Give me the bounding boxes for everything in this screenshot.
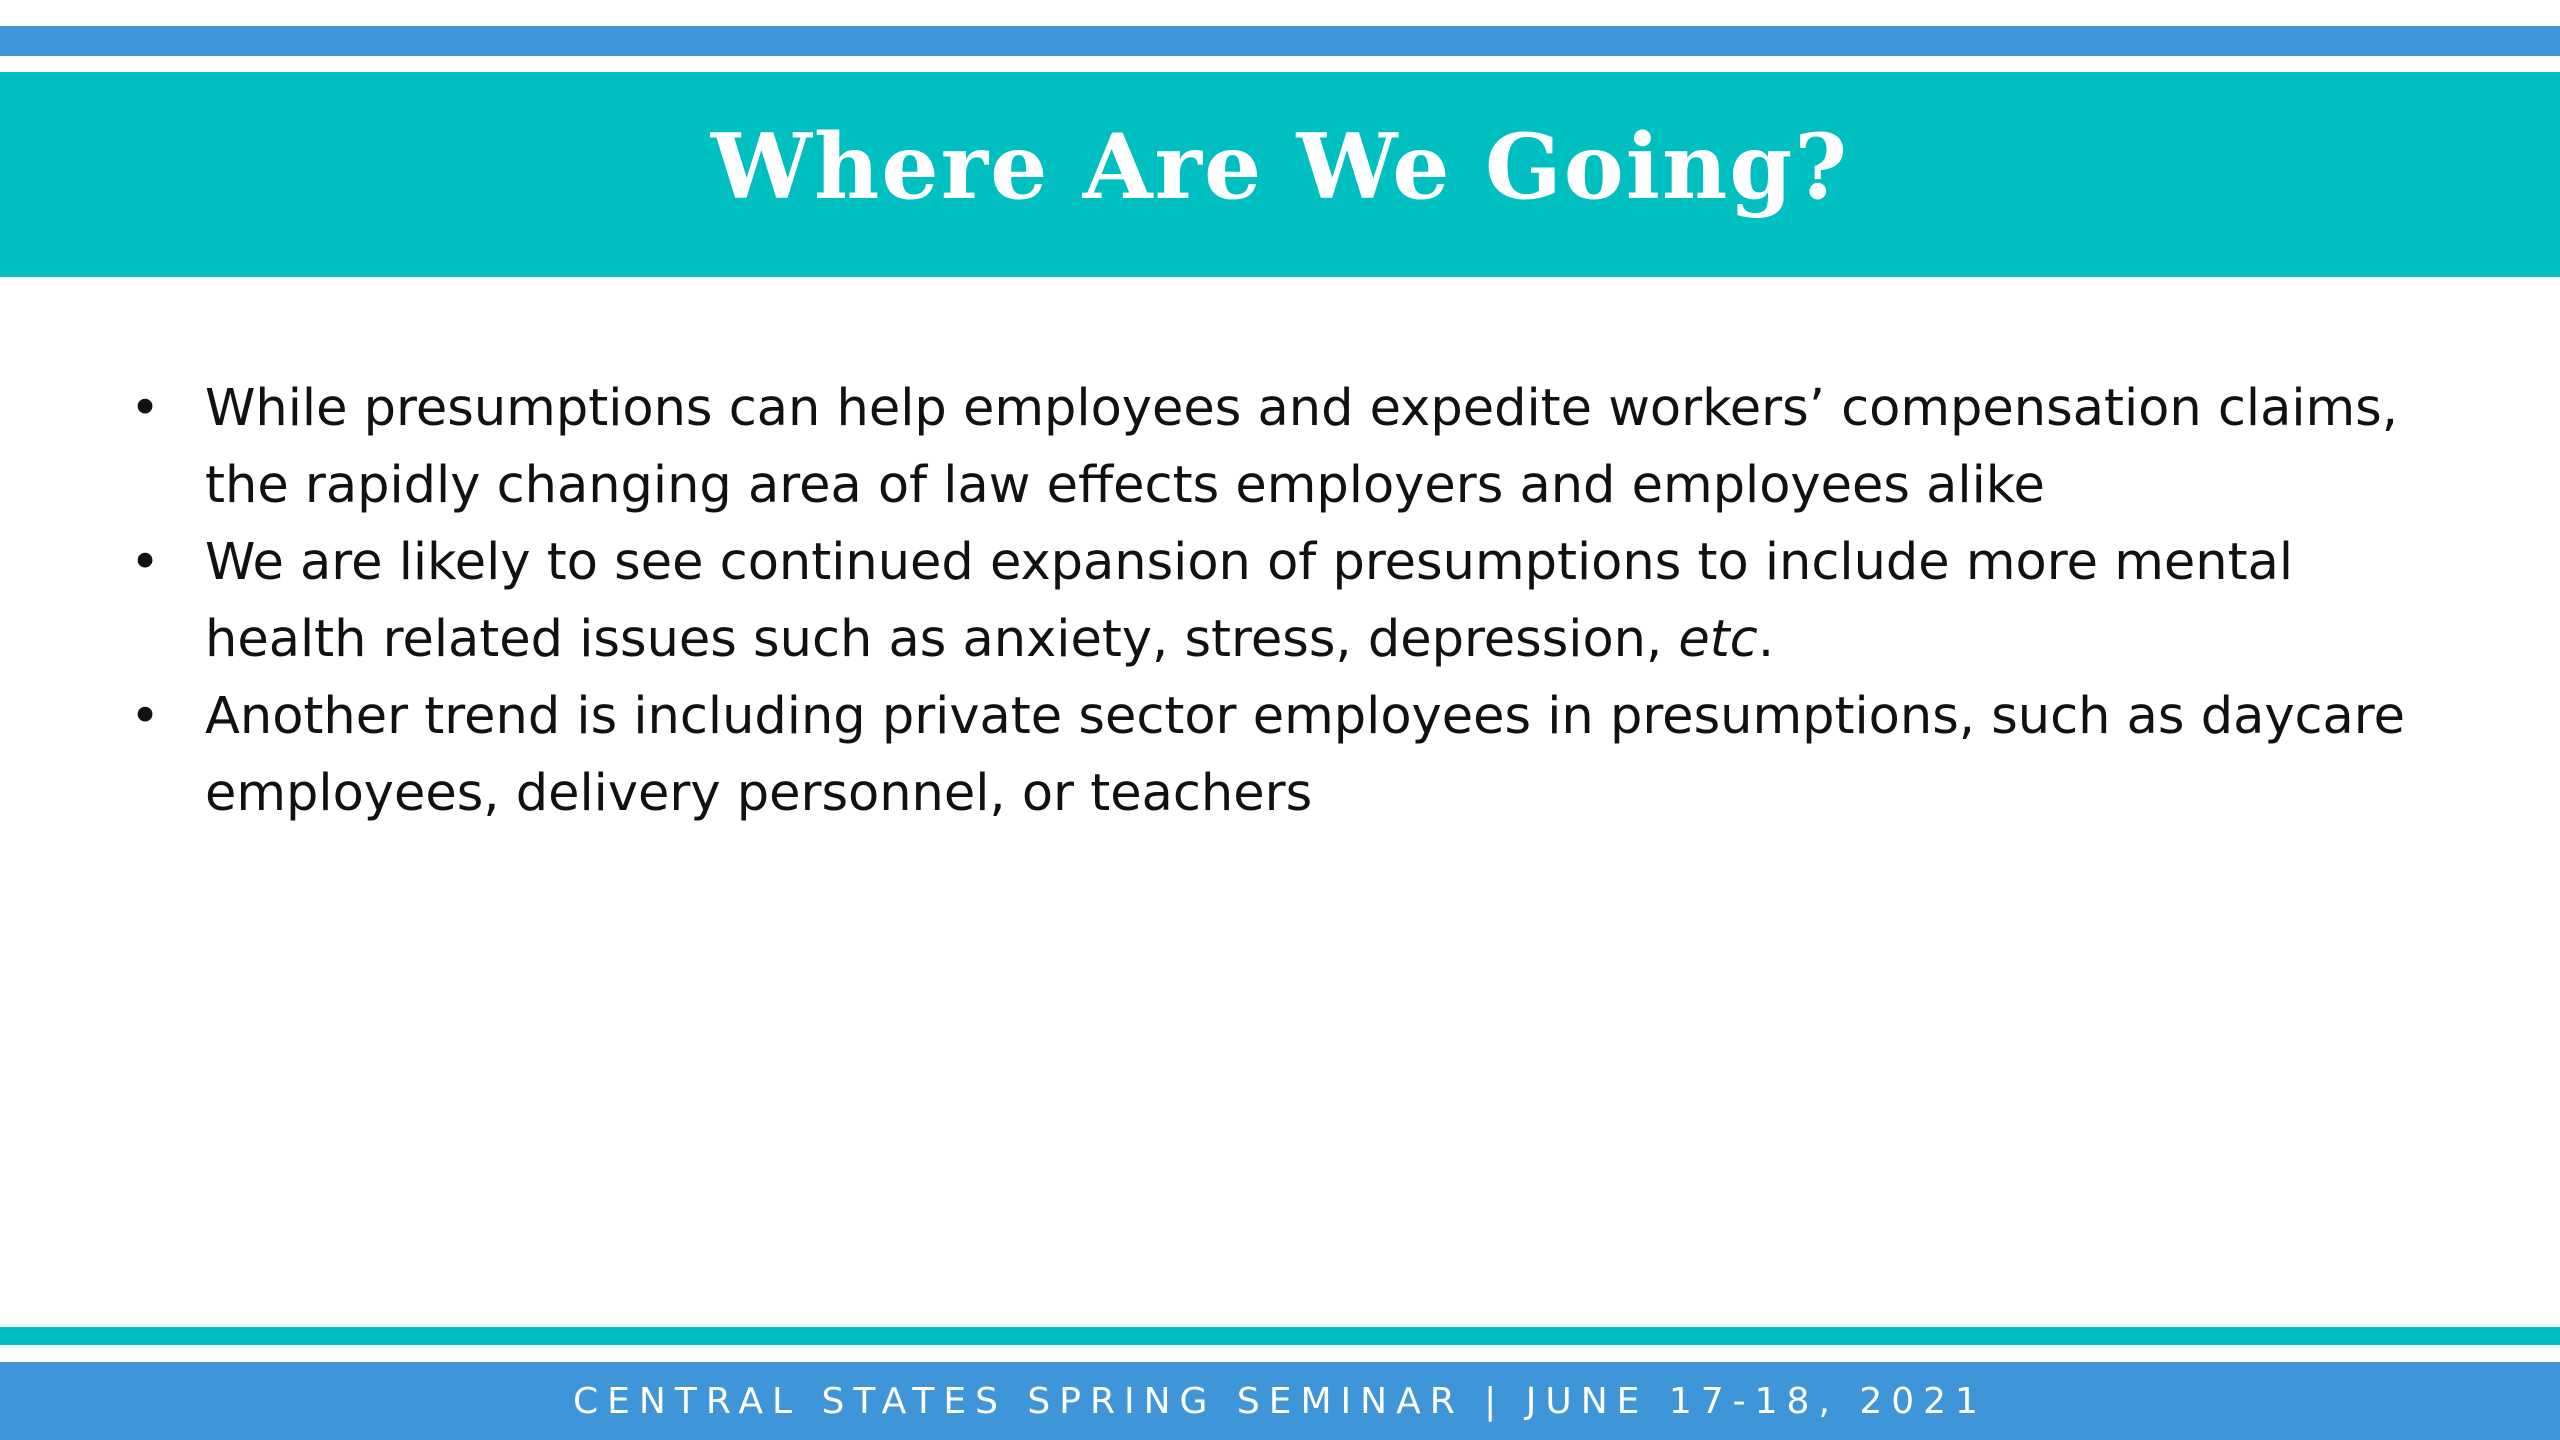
bullet-item — [130, 370, 2430, 524]
bullet-item — [130, 524, 2430, 678]
bullet-item — [130, 678, 2430, 832]
slide-title: Where Are We Going? — [710, 113, 1850, 220]
top-accent-bar — [0, 26, 2560, 56]
bullet-marker: • — [130, 533, 161, 592]
bullet-text: While presumptions can help employees and expedite workers’ compensation claims, the rapidly changing area of law effects employers and employees alike — [205, 379, 2398, 515]
title-band — [0, 72, 2560, 277]
bullet-text: We are likely to see continued expansion of presumptions to include more mental health related issues such as anxiety, stress, depression, etc. — [205, 533, 2293, 669]
footer-text: CENTRAL STATES SPRING SEMINAR | JUNE 17-18, 2021 — [573, 1380, 1987, 1422]
footer-band — [0, 1362, 2560, 1440]
content-area — [130, 370, 2430, 832]
bullet-list — [130, 370, 2430, 832]
bullet-text: Another trend is including private sector employees in presumptions, such as daycare employees, delivery personnel, or teachers — [205, 687, 2406, 823]
bottom-accent-bar — [0, 1327, 2560, 1345]
bullet-marker: • — [130, 379, 161, 438]
bullet-marker: • — [130, 687, 161, 746]
